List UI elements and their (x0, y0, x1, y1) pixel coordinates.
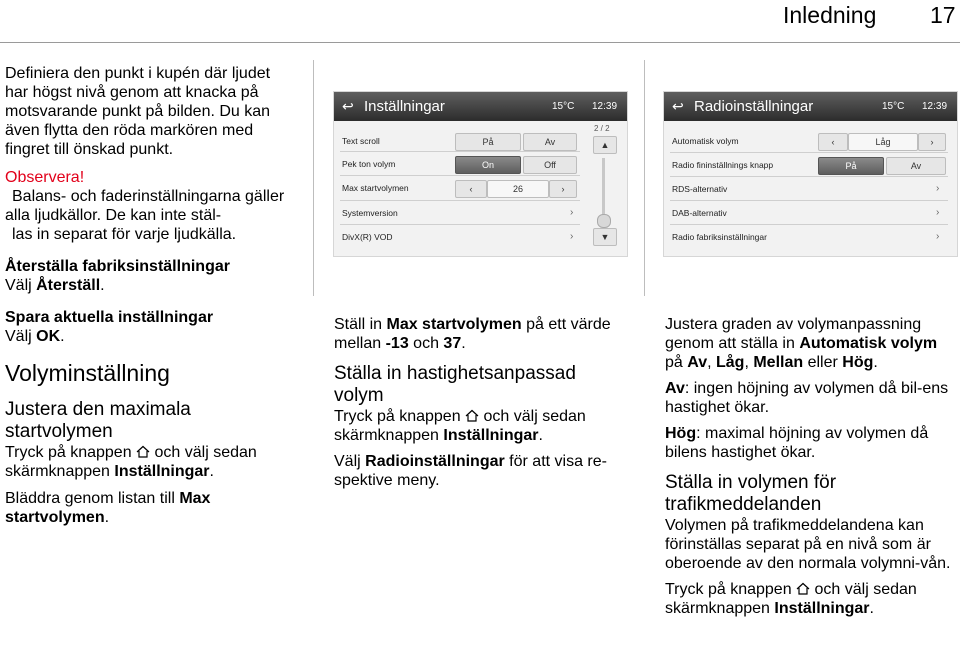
chevron-right-icon[interactable]: › (549, 180, 577, 198)
touch-on-button[interactable]: On (455, 156, 521, 174)
temperature: 15°C (552, 101, 575, 112)
col2-paragraph-2: Tryck på knappen och välj sedan skärmknappen Inställningar. (334, 408, 586, 444)
arrow-up-icon[interactable]: ▲ (593, 136, 617, 154)
radio-settings-title: Radioinställningar (694, 98, 814, 115)
col3-paragraph-3: Hög: maximal höjning av volymen då bilens hastighet ökar. (665, 425, 929, 461)
row-system-version: Systemversion (342, 208, 398, 218)
radio-title-bar (664, 92, 957, 121)
row-rds: RDS-alternativ (672, 184, 728, 194)
arrow-down-icon[interactable]: ▼ (593, 228, 617, 246)
col1-paragraph-1: Tryck på knappen och välj sedan skärmknappen Inställningar. (5, 444, 257, 480)
radio-settings-screenshot (663, 91, 958, 257)
reset-text: Välj Återställ. (5, 277, 105, 294)
col3-paragraph-4: Volymen på trafikmeddelandena kan förinställas separat på en nivå som är oberoende av den normala volymni-vån. (665, 517, 951, 572)
column-1 (5, 64, 295, 527)
col2-heading: Ställa in hastighetsanpassad volym (334, 363, 576, 406)
page-header-title: Inledning (783, 2, 877, 28)
row-separator (670, 152, 948, 153)
col3-paragraph-2: Av: ingen höjning av volymen då bil-ens hastighet ökar. (665, 380, 949, 416)
col2-paragraph-3: Välj Radioinställningar för att visa re-spektive meny. (334, 453, 607, 489)
clock: 12:39 (592, 101, 618, 112)
pager: 2 / 2 (594, 124, 610, 133)
home-icon (136, 445, 150, 458)
fine-tuning-on-button[interactable]: På (818, 157, 884, 175)
scroll-thumb[interactable] (597, 214, 611, 228)
save-heading: Spara aktuella inställningar (5, 309, 214, 326)
sub-heading: Justera den maximala startvolymen (5, 399, 191, 442)
scroll-track[interactable] (602, 158, 605, 222)
row-fine-tuning: Radio fininställnings knapp (672, 160, 774, 170)
col3-paragraph-5: Tryck på knappen och välj sedan skärmknappen Inställningar. (665, 581, 917, 617)
row-separator (340, 151, 580, 152)
chevron-left-icon[interactable]: ‹ (455, 180, 487, 198)
section-heading: Volyminställning (5, 360, 170, 386)
note-text-1: Balans- och faderinställningarna gäller alla ljudkällor. De kan inte stäl- (5, 188, 285, 224)
chevron-right-icon[interactable]: › (936, 231, 940, 242)
column-divider-2 (644, 60, 645, 296)
col3-heading: Ställa in volymen för trafikmeddelanden (665, 472, 837, 515)
page-number: 17 (930, 2, 956, 28)
col2-paragraph-1: Ställ in Max startvolymen på ett värde mellan -13 och 37. (334, 316, 611, 352)
column-3 (665, 315, 957, 618)
back-icon: ↩ (342, 98, 354, 114)
save-text: Välj OK. (5, 328, 65, 345)
row-separator (340, 224, 580, 225)
chevron-right-icon[interactable]: › (936, 207, 940, 218)
row-divx: DivX(R) VOD (342, 232, 393, 242)
row-separator (670, 176, 948, 177)
back-icon: ↩ (672, 98, 684, 114)
row-radio-factory: Radio fabriksinställningar (672, 232, 767, 242)
col3-paragraph-1: Justera graden av volymanpassning genom att ställa in Automatisk volym på Av, Låg, Mellan eller Hög. (665, 316, 938, 371)
temperature: 15°C (882, 101, 905, 112)
fine-tuning-off-button[interactable]: Av (886, 157, 946, 175)
volume-value: 26 (487, 180, 549, 198)
note (5, 168, 295, 244)
column-divider-1 (313, 60, 314, 296)
clock: 12:39 (922, 101, 948, 112)
intro-paragraph: Definiera den punkt i kupén där ljudet har högst nivå genom att knacka på motsvarande punkt på bilden. Du kan även flytta den röda markören med fingret till önskad punkt. (5, 65, 271, 158)
note-title: Observera! (5, 169, 85, 186)
column-2 (334, 315, 629, 490)
row-max-volume: Max startvolymen (342, 183, 409, 193)
row-auto-volume: Automatisk volym (672, 136, 739, 146)
row-text-scroll: Text scroll (342, 136, 380, 146)
chevron-left-icon[interactable]: ‹ (818, 133, 848, 151)
header-rule (0, 42, 960, 43)
touch-off-button[interactable]: Off (523, 156, 577, 174)
chevron-right-icon[interactable]: › (918, 133, 946, 151)
home-icon (465, 409, 479, 422)
row-separator (340, 175, 580, 176)
chevron-right-icon[interactable]: › (570, 207, 574, 218)
row-separator (670, 200, 948, 201)
text-scroll-on-button[interactable]: På (455, 133, 521, 151)
settings-screenshot (333, 91, 628, 257)
row-touch-volume: Pek ton volym (342, 159, 396, 169)
auto-volume-value: Låg (848, 133, 918, 151)
reset-heading: Återställa fabriksinställningar (5, 258, 230, 275)
col1-paragraph-2: Bläddra genom listan till Max startvolymen. (5, 490, 211, 526)
home-icon (796, 582, 810, 595)
settings-title-bar (334, 92, 627, 121)
row-dab: DAB-alternativ (672, 208, 727, 218)
text-scroll-off-button[interactable]: Av (523, 133, 577, 151)
row-separator (670, 224, 948, 225)
note-text-2: las in separat för varje ljudkälla. (12, 226, 237, 243)
row-separator (340, 200, 580, 201)
settings-title: Inställningar (364, 98, 445, 115)
chevron-right-icon[interactable]: › (936, 183, 940, 194)
chevron-right-icon[interactable]: › (570, 231, 574, 242)
